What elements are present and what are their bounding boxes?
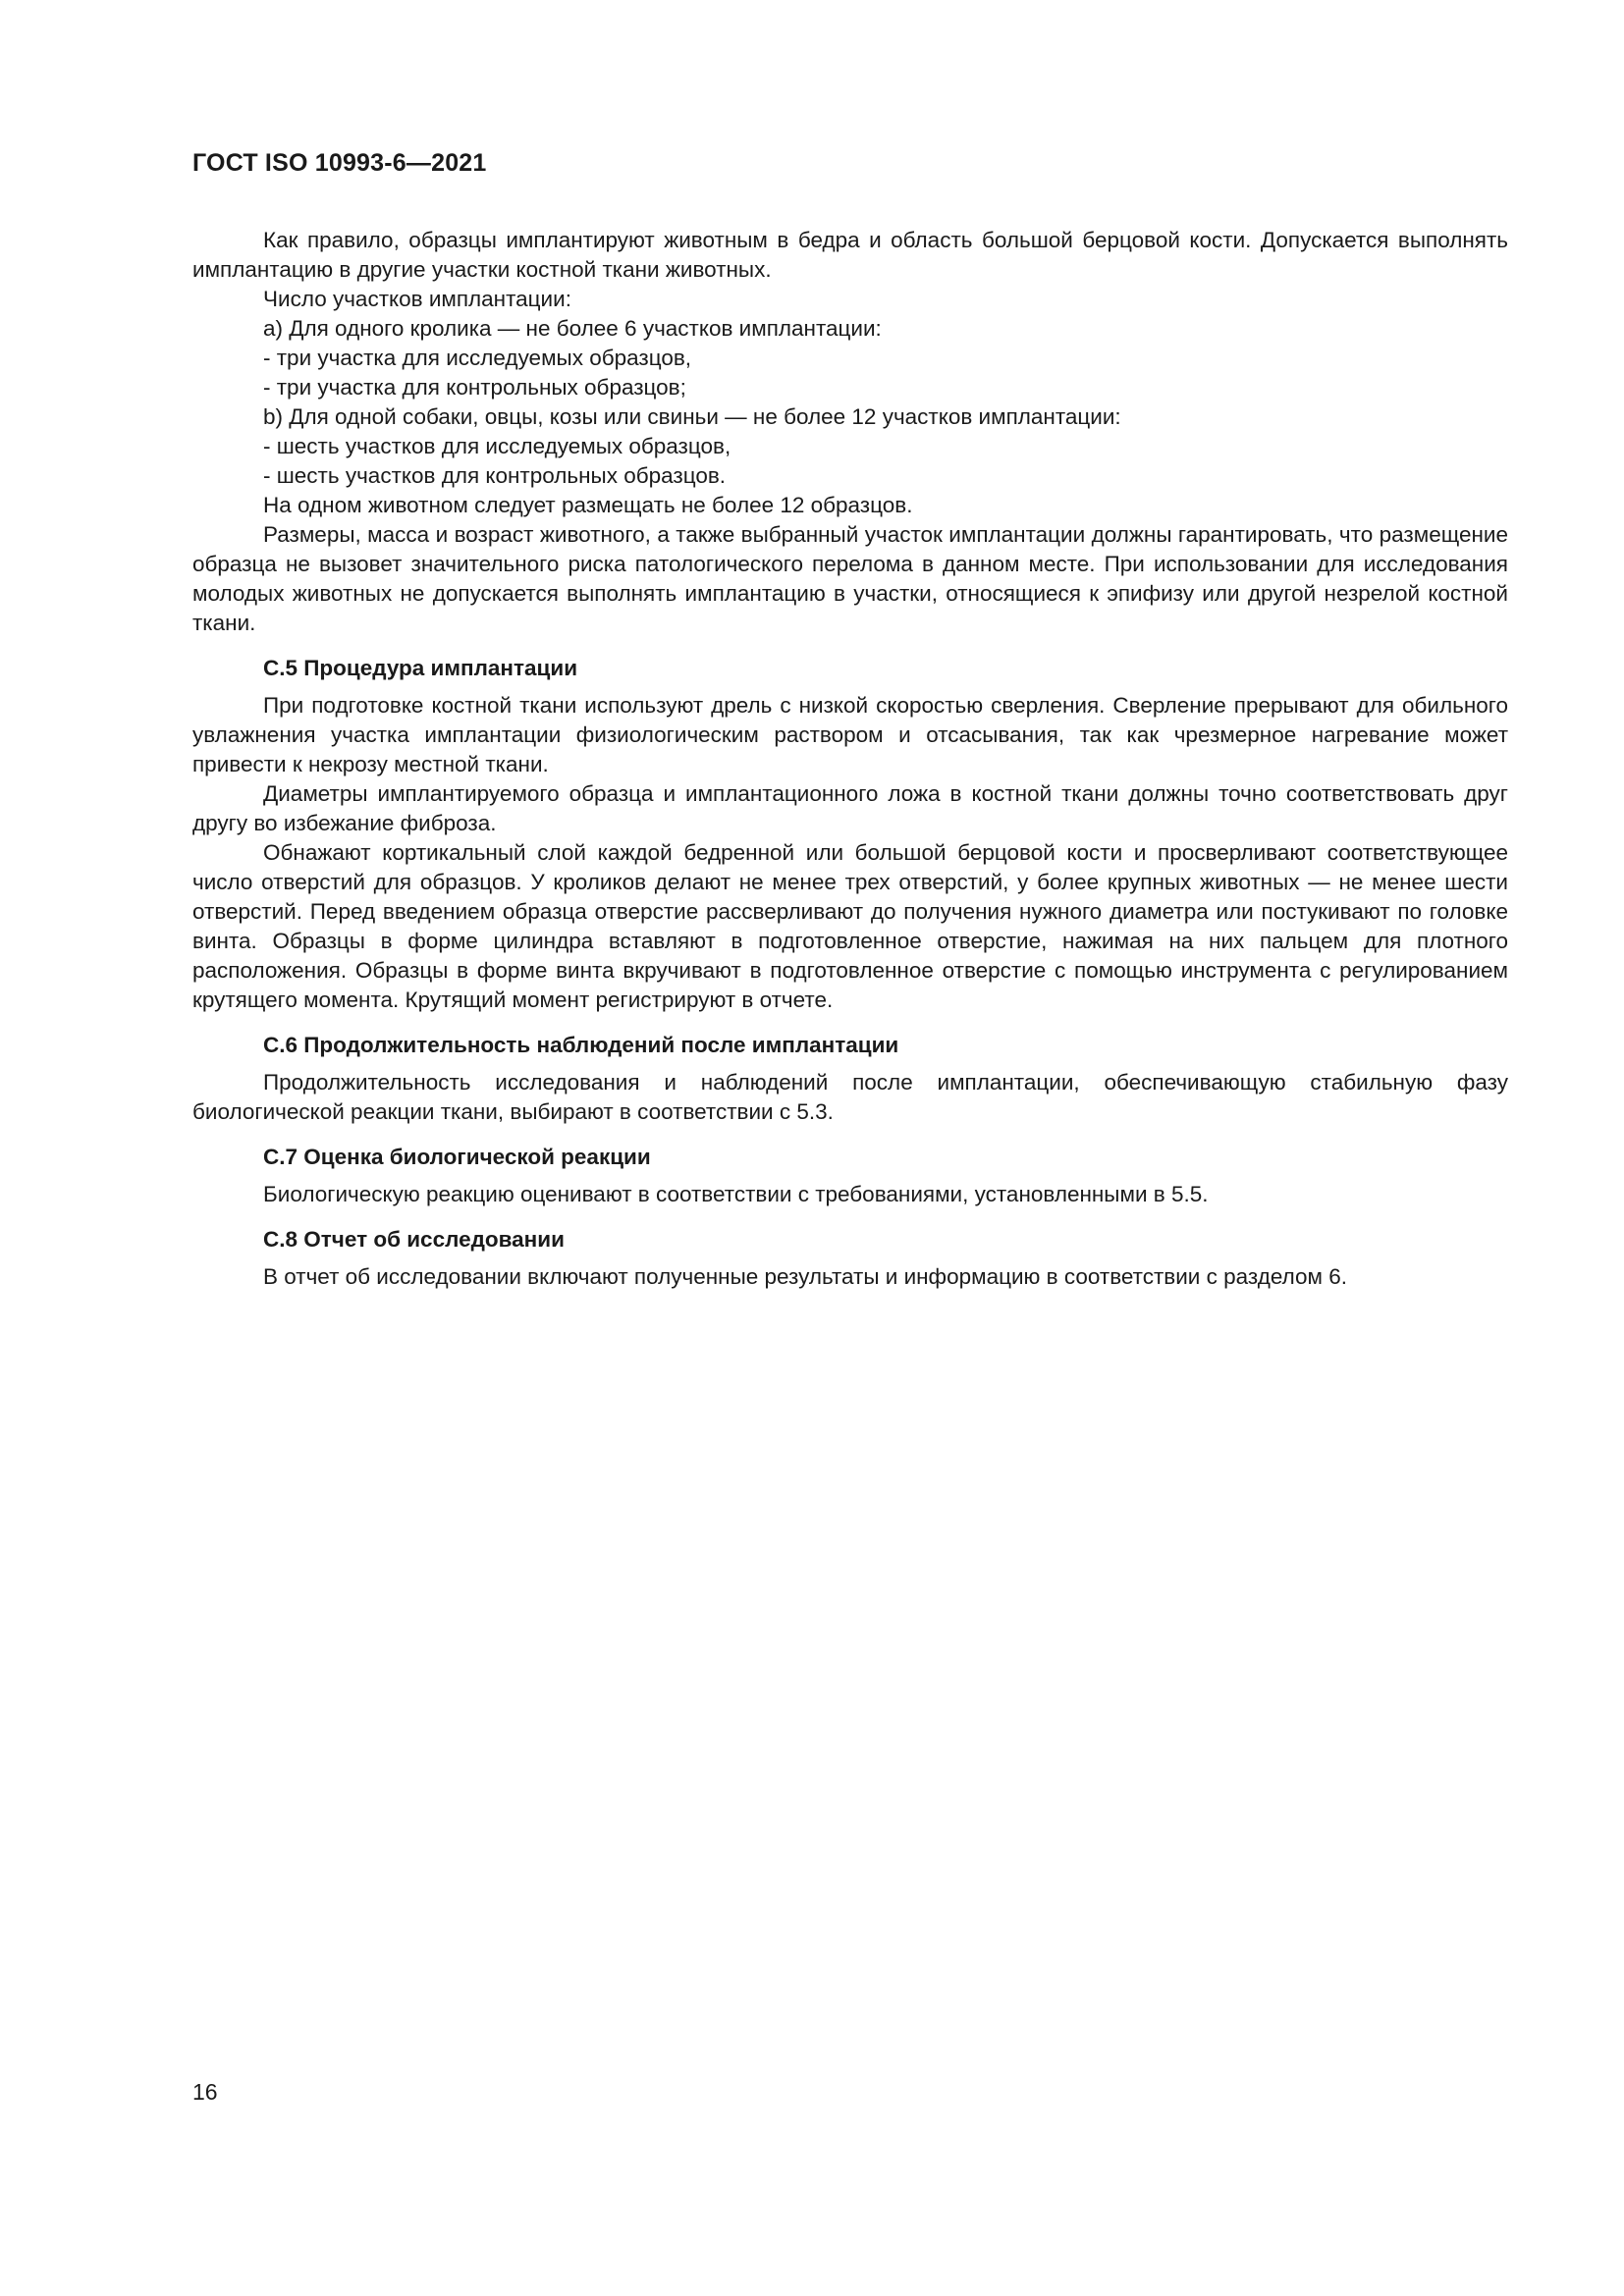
list-subitem: - три участка для контрольных образцов; <box>263 375 686 400</box>
paragraph-duration: Продолжительность исследования и наблюдений после имплантации, обеспечивающую стабильную фазу биологической реакции ткани, выбирают в соответствии с 5.3. <box>192 1070 1508 1124</box>
list-item-rabbit: а) Для одного кролика — не более 6 участков имплантации: <box>263 316 882 341</box>
list-item-large-animals: b) Для одной собаки, овцы, козы или свиньи — не более 12 участков имплантации: <box>263 404 1121 429</box>
paragraph-site-count: Число участков имплантации: <box>263 287 571 311</box>
paragraph-report: В отчет об исследовании включают полученные результаты и информацию в соответствии с разделом 6. <box>263 1264 1347 1289</box>
paragraph-procedure: Обнажают кортикальный слой каждой бедренной или большой берцовой кости и просверливают соответствующее число отверстий для образцов. У кроликов делают не менее трех отверстий, у более крупных животных — не менее шести отверстий. Перед введением образца отверстие рассверливают до получения нужного диаметра или постукивают по головке винта. Образцы в форме цилиндра вставляют в подготовленное отверстие, нажимая на них пальцем для плотного расположения. Образцы в форме винта вкручивают в подготовленное отверстие с помощью инструмента с регулированием крутящего момента. Крутящий момент регистрируют в отчете. <box>192 840 1508 1012</box>
paragraph-drilling: При подготовке костной ткани используют дрель с низкой скоростью сверления. Сверление прерывают для обильного увлажнения участка имплантации физиологическим раствором и отсасывания, так как чрезмерное нагревание может привести к некрозу местной ткани. <box>192 693 1508 776</box>
paragraph-evaluation: Биологическую реакцию оценивают в соответствии с требованиями, установленными в 5.5. <box>263 1182 1209 1206</box>
page-number: 16 <box>192 2079 218 2105</box>
document-code-header: ГОСТ ISO 10993-6—2021 <box>192 149 487 177</box>
list-subitem: - три участка для исследуемых образцов, <box>263 346 692 370</box>
section-heading-c8: С.8 Отчет об исследовании <box>263 1227 565 1252</box>
list-subitem: - шесть участков для контрольных образцов. <box>263 463 727 488</box>
paragraph-implant-sites: Как правило, образцы имплантируют животным в бедра и область большой берцовой кости. Допускается выполнять имплантацию в другие участки костной ткани животных. <box>192 228 1508 282</box>
paragraph-diameters: Диаметры имплантируемого образца и имплантационного ложа в костной ткани должны точно соответствовать друг другу во избежание фиброза. <box>192 781 1508 835</box>
document-body <box>192 226 1508 1292</box>
section-heading-c6: С.6 Продолжительность наблюдений после имплантации <box>263 1033 899 1057</box>
paragraph-max-samples: На одном животном следует размещать не более 12 образцов. <box>263 493 913 517</box>
paragraph-animal-size: Размеры, масса и возраст животного, а также выбранный участок имплантации должны гарантировать, что размещение образца не вызовет значительного риска патологического перелома в данном месте. При использовании для исследования молодых животных не допускается выполнять имплантацию в участки, относящиеся к эпифизу или другой незрелой костной ткани. <box>192 522 1508 635</box>
section-heading-c7: С.7 Оценка биологической реакции <box>263 1145 651 1169</box>
section-heading-c5: С.5 Процедура имплантации <box>263 656 578 680</box>
list-subitem: - шесть участков для исследуемых образцов, <box>263 434 731 458</box>
